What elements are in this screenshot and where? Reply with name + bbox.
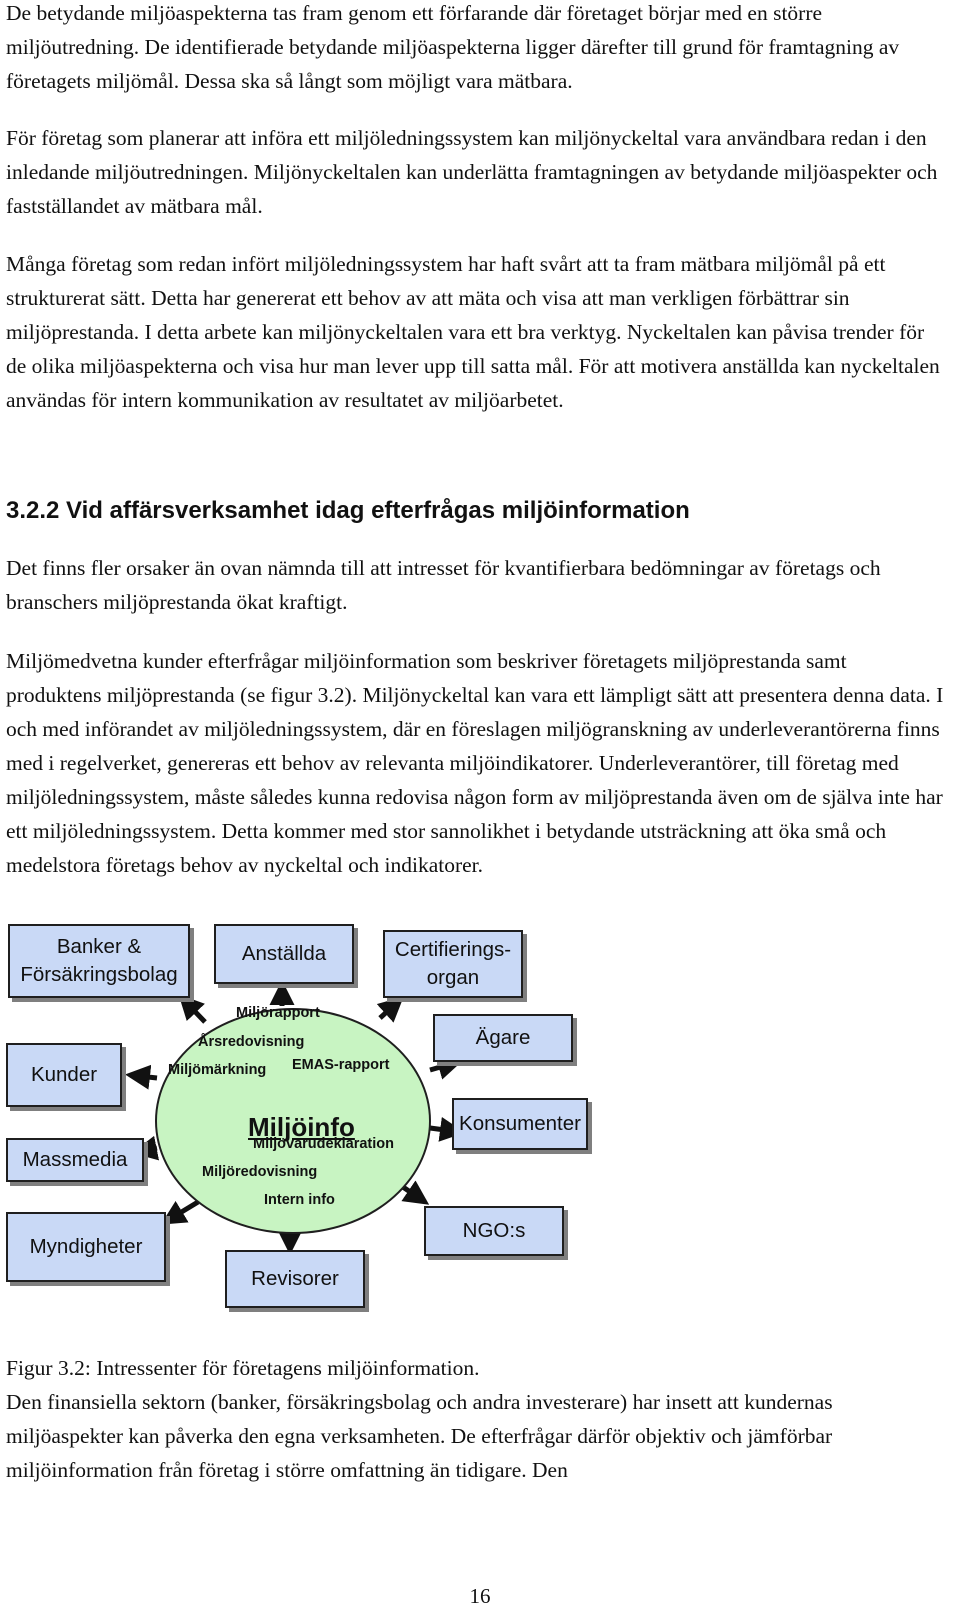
section-heading: 3.2.2 Vid affärsverksamhet idag efterfrågas miljöinformation xyxy=(6,497,690,524)
center-title: Miljöinfo xyxy=(248,1112,355,1142)
paragraph-2: För företag som planerar att införa ett miljöledningssystem kan miljönyckeltal vara användbara redan i den inledande miljöutredningen. Miljönyckeltalen kan underlätta framtagningen av betydande miljöaspekter och fastställandet av mätbara mål. xyxy=(6,126,938,218)
arrow-myndigheter xyxy=(165,1202,198,1222)
stakeholder-diagram xyxy=(0,935,960,1345)
stakeholder-certifiering-label: Certifierings- organ xyxy=(394,938,512,989)
stakeholder-kunder xyxy=(6,1043,122,1107)
arrow-certifiering xyxy=(380,1000,400,1018)
arrow-kunder xyxy=(130,1075,157,1078)
page-number: 16 xyxy=(469,1584,491,1608)
inner-label-miljovarudeklaration: Miljövarudeklaration xyxy=(253,1136,395,1152)
figure-caption: Figur 3.2: Intressenter för företagens miljöinformation. xyxy=(6,1356,480,1380)
paragraph-1: De betydande miljöaspekterna tas fram genom ett förfarande där företaget börjar med en större miljöutredning. De identifierade betydande miljöaspekterna ligger därefter till grund för framtagning av företagets miljömål. Dessa ska så långt som möjligt vara mätbara. xyxy=(6,1,900,93)
stakeholder-konsumenter xyxy=(452,1098,588,1150)
paragraph-5: Miljömedvetna kunder efterfrågar miljöinformation som beskriver företagets miljöprestanda samt produktens miljöprestanda (se figur 3.2). Miljönyckeltal kan vara ett lämpligt sätt att presentera denna data. I och med införandet av miljöledningssystem, där en föreslagen miljögranskning av underleverantörerna finns med i regelverket, genereras ett behov av relevanta miljöindikatorer. Underleverantörer, till företag med miljöledningssystem, måste således kunna redovisa någon form av miljöprestanda även om de själva inte har ett miljöledningssystem. Detta kommer med stor sannolikhet i betydande utsträckning att öka små och medelstora företags behov av nyckeltal och indikatorer. xyxy=(6,649,944,877)
stakeholder-anstallda xyxy=(214,924,354,984)
arrow-banker xyxy=(182,998,205,1022)
paragraph-4: Det finns fler orsaker än ovan nämnda till att intresset för kvantifierbara bedömningar av företags och branschers miljöprestanda ökat kraftigt. xyxy=(6,556,881,614)
stakeholder-ngo-label: NGO:s xyxy=(462,1219,526,1242)
stakeholder-konsumenter-label: Konsumenter xyxy=(459,1112,581,1135)
stakeholder-banker-label: Banker & Försäkringsbolag xyxy=(20,935,178,986)
inner-label-intern-info: Intern info xyxy=(264,1192,335,1208)
stakeholder-revisorer-label: Revisorer xyxy=(251,1267,339,1290)
arrow-agare xyxy=(430,1062,458,1070)
stakeholder-kunder-label: Kunder xyxy=(30,1063,98,1086)
stakeholder-banker xyxy=(8,924,190,998)
stakeholder-massmedia xyxy=(6,1138,144,1182)
stakeholder-revisorer xyxy=(225,1250,365,1308)
inner-label-miljoredovisning: Miljöredovisning xyxy=(202,1164,318,1180)
stakeholder-massmedia-label: Massmedia xyxy=(22,1148,128,1171)
stakeholder-anstallda-label: Anställda xyxy=(241,942,327,965)
stakeholder-agare-label: Ägare xyxy=(475,1026,531,1049)
inner-label-emas: EMAS-rapport xyxy=(292,1057,390,1073)
paragraph-6: Den finansiella sektorn (banker, försäkringsbolag och andra investerare) har insett att kundernas miljöaspekter kan påverka den egna verksamheten. De efterfrågar därför objektiv och jämförbar miljöinformation från företag i större omfattning än tidigare. Den xyxy=(6,1390,833,1482)
stakeholder-agare xyxy=(433,1014,573,1062)
stakeholder-myndigheter xyxy=(6,1212,166,1282)
stakeholder-certifiering xyxy=(383,930,523,998)
inner-label-arsredovisning: Årsredovisning xyxy=(198,1034,305,1050)
stakeholder-myndigheter-label: Myndigheter xyxy=(29,1235,143,1258)
inner-label-miljomarkning: Miljömärkning xyxy=(168,1062,267,1078)
inner-label-miljorapport: Miljörapport xyxy=(236,1005,320,1021)
paragraph-3: Många företag som redan infört miljöledningssystem har haft svårt att ta fram mätbara miljömål på ett strukturerat sätt. Detta har genererat ett behov av att mäta och visa att man verkligen förbättrar sin miljöprestanda. I detta arbete kan miljönyckeltalen vara ett bra verktyg. Nyckeltalen kan påvisa trender för de olika miljöaspekterna och visa hur man lever upp till satta mål. För att motivera anställda kan nyckeltalen användas för intern kommunikation av resultatet av miljöarbetet. xyxy=(6,252,940,412)
stakeholder-ngo xyxy=(424,1206,564,1256)
